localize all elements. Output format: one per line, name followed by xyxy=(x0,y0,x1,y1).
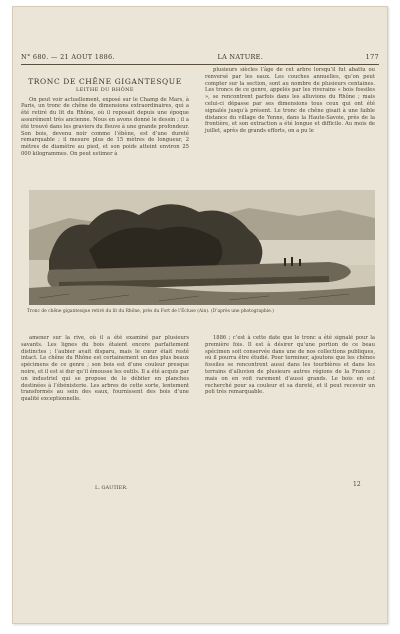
page-number: 177 xyxy=(365,53,379,61)
author-signature: L. GAUTIER. xyxy=(95,485,128,491)
paragraph: amener sur la rive, où il a été examiné par plusieurs savants. Les lignes du bois étaient encore parfaitement distinctes ; l’aubier avait disparu, mais le cœur était resté intact. Le chêne du Rhône est certainement un des plus beaux spécimens de ce genre ; son bois est d’une couleur presque noire, et il est si dur qu’il émousse les outils. Il a été acquis par un industriel qui se propose de le débiter en planches destinées à l’ébénisterie. Les arbres de cette sorte, lentement transformés au sein des eaux, fournissent des bois d’une qualité exceptionnelle. xyxy=(21,335,189,403)
page-mark: 12 xyxy=(353,481,361,488)
right-column-top xyxy=(205,67,375,189)
newspaper-page xyxy=(12,6,388,624)
left-column-top xyxy=(21,79,189,189)
right-column-bottom xyxy=(205,335,375,485)
issue-number: N° 680. — 21 AOUT 1886. xyxy=(21,53,115,61)
engraving-figure xyxy=(29,190,375,305)
paragraph: plusieurs siècles l’âge de cet arbre lorsqu’il fut abattu ou renversé par les eaux. Les couches annuelles, qu’on peut compter sur la section, sont au nombre de plusieurs centaines. Les troncs de ce genre, appelés par les riverains « bois fossiles », se rencontrent parfois dans les alluvions du Rhône ; mais celui-ci dépasse par ses dimensions tous ceux qui ont été signalés jusqu’à présent. Le tronc de chêne gisait à une faible distance du village de Yenne, dans la Haute-Savoie, près de la frontière, et son extraction a été longue et difficile. Au mois de juillet, après de grands efforts, on a pu le xyxy=(205,67,375,135)
article-subtitle: LEITHE DU RHÔNE xyxy=(76,86,134,93)
journal-name: LA NATURE. xyxy=(217,53,264,61)
page-header xyxy=(21,51,379,63)
paragraph: 1886 ; c’est à cette date que le tronc a été signalé pour la première fois. Il est à désirer qu’une portion de ce beau spécimen soit conservée dans une de nos collections publiques, où il pourra être étudié. Pour terminer, ajoutons que les chênes fossiles se rencontrent aussi dans les tourbières et dans les terrains d’alluvion de plusieurs autres régions de la France ; mais on en voit rarement d’aussi grands. Le bois en est recherché pour sa couleur et sa dureté, et il peut recevoir un poli très remarquable. xyxy=(205,335,375,396)
article-title: TRONC DE CHÊNE GIGANTESQUE xyxy=(28,77,182,86)
paragraph: On peut voir actuellement, exposé sur le Champ de Mars, à Paris, un tronc de chêne de dimensions extraordinaires, qui a été retiré du lit du Rhône, où il reposait depuis une époque assurément très ancienne. Nous en avons donné le dessin ; il a été trouvé dans les graviers du fleuve à une grande profondeur. Son bois, devenu noir comme l’ébène, est d’une dureté remarquable ; il mesure plus de 15 mètres de longueur, 2 mètres de diamètre au pied, et son poids atteint environ 25 000 kilogrammes. On peut estimer à xyxy=(21,96,189,157)
figure-caption: Tronc de chêne gigantesque retiré du lit du Rhône, près du Fort de l’Écluse (Ain). (D’après une photographie.) xyxy=(27,309,274,314)
oak-trunk-engraving xyxy=(29,190,375,305)
river-water xyxy=(249,240,375,265)
left-column-bottom xyxy=(21,335,189,485)
header-rule xyxy=(21,64,379,65)
